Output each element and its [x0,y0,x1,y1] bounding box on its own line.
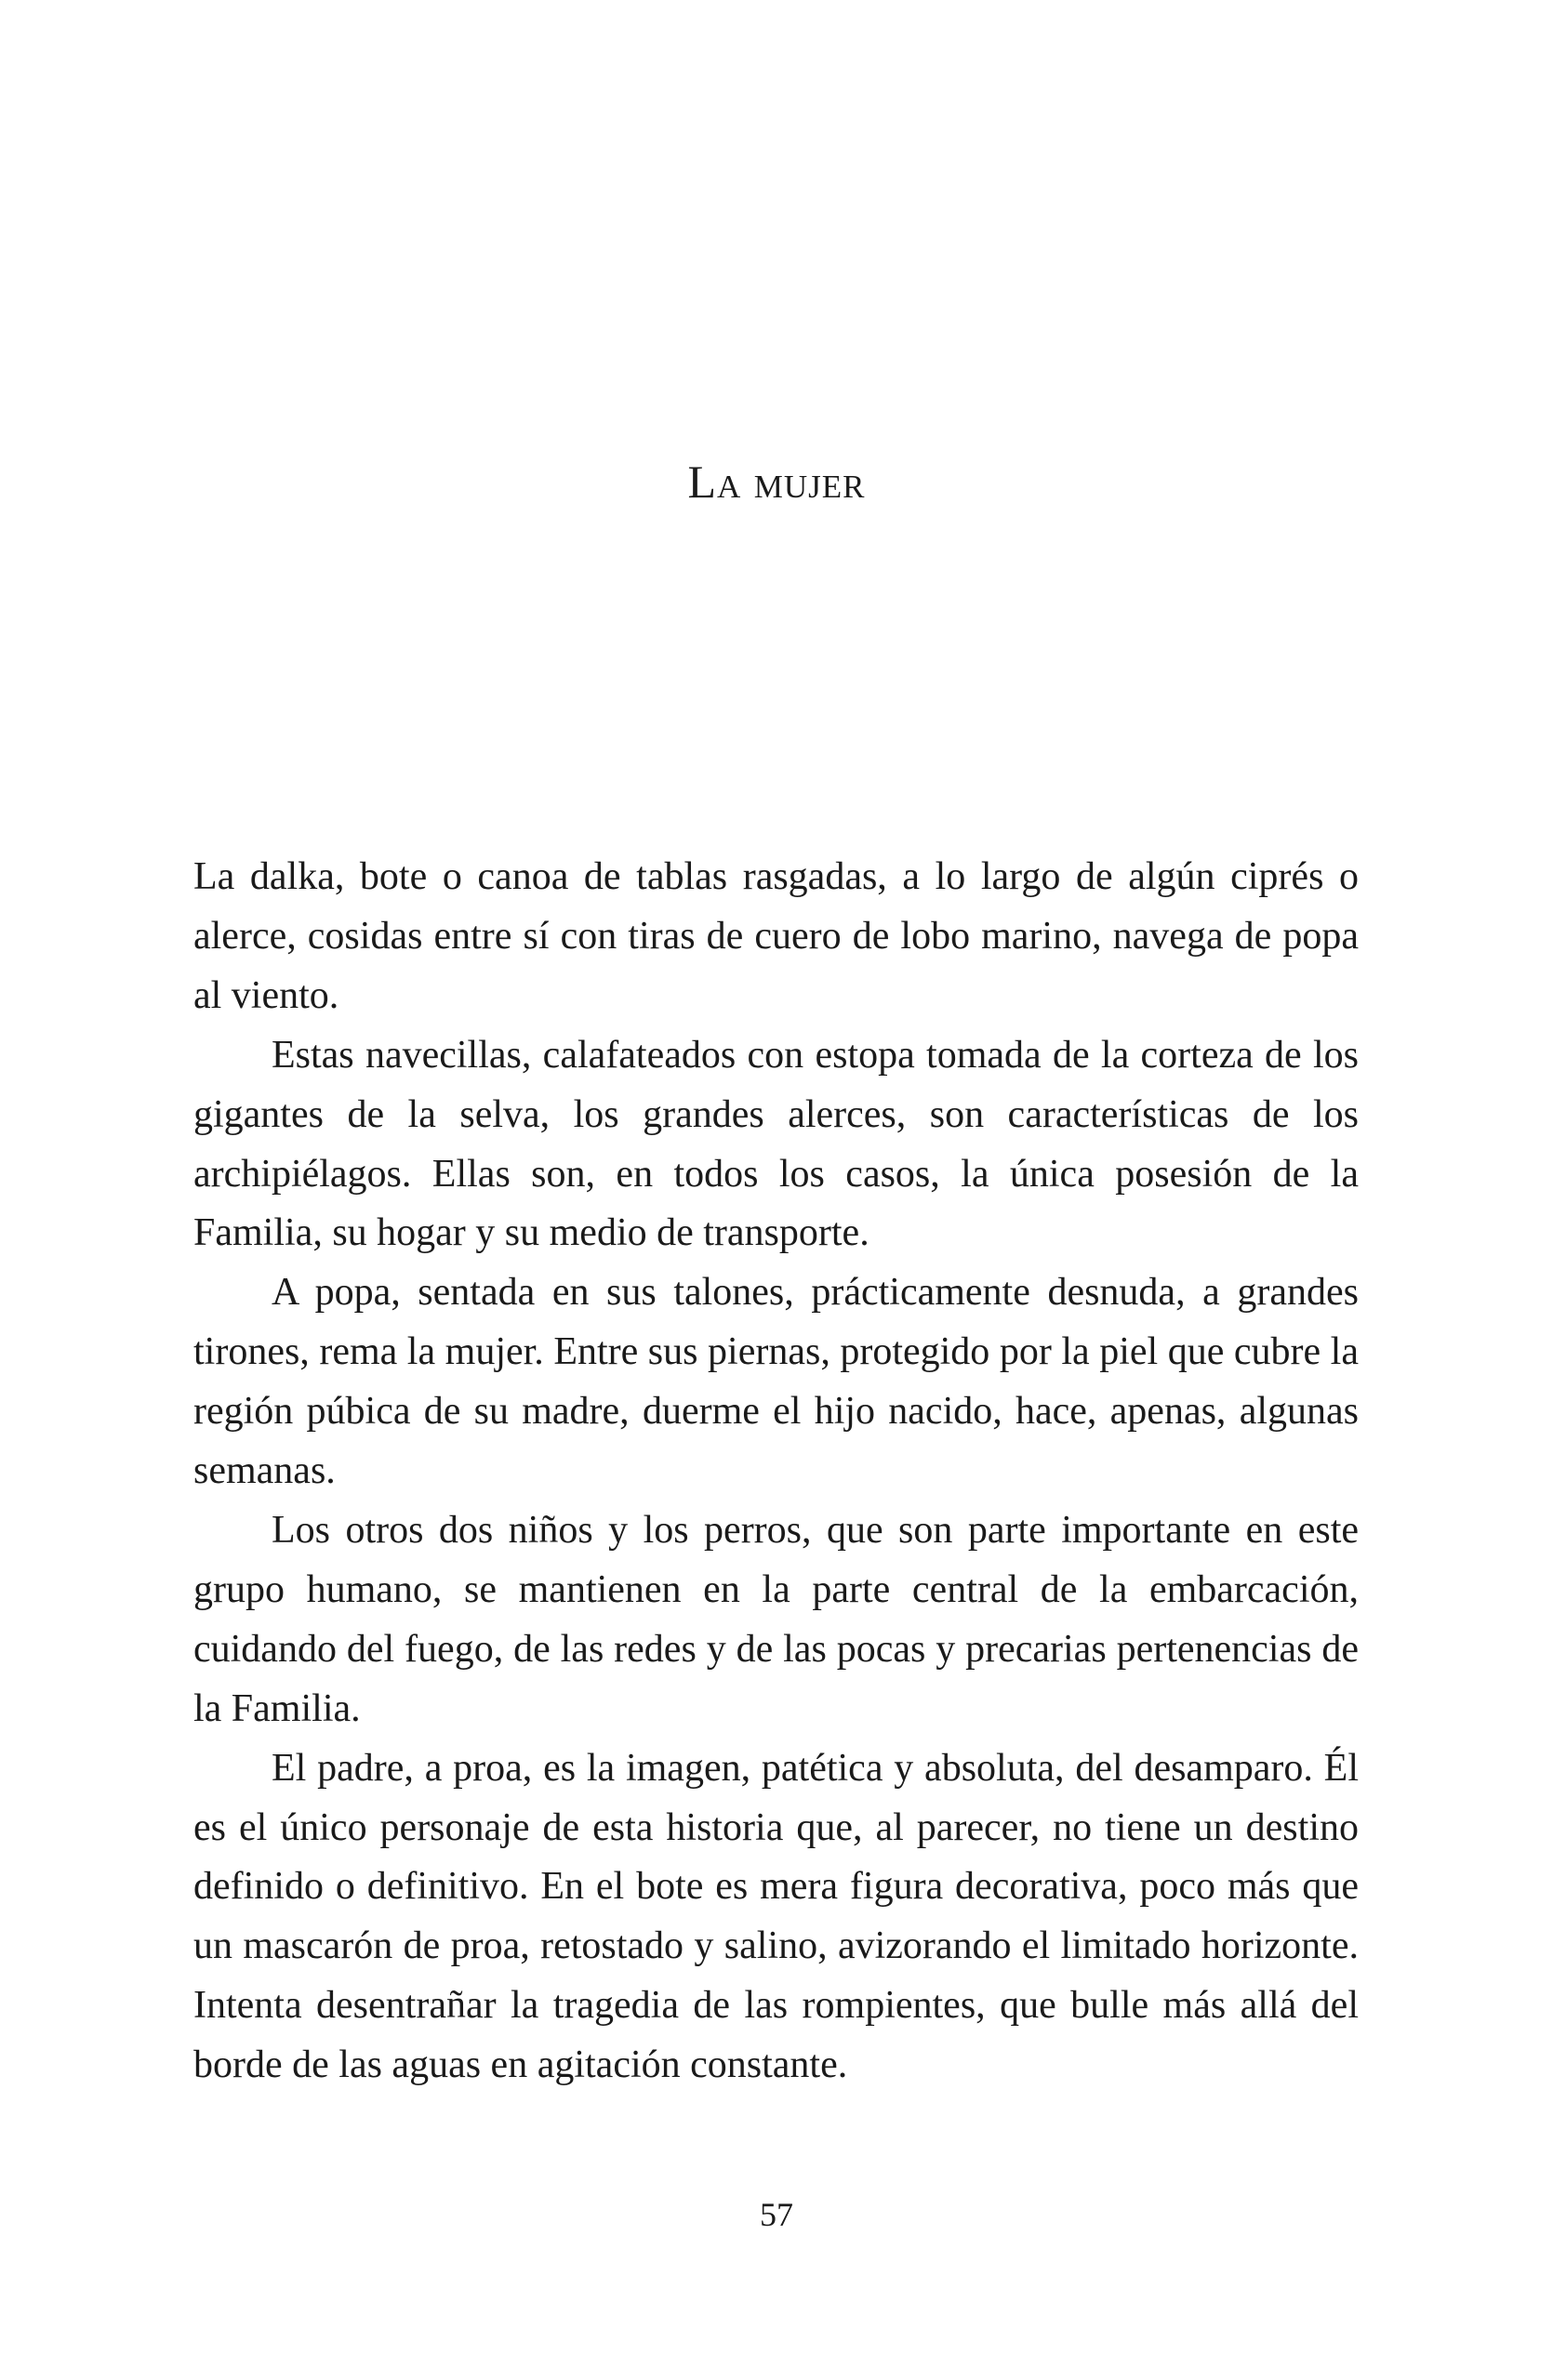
chapter-body [193,848,1359,2096]
chapter-title: La mujer [687,456,866,508]
paragraph: Los otros dos niños y los perros, que son parte importante en este grupo humano, se mantienen en la parte central de la embarcación, cuidando del fuego, de las redes y de las pocas y precarias pertenencias de la Familia. [193,1508,1359,1730]
paragraph: La dalka, bote o canoa de tablas rasgadas, a lo largo de algún ciprés o alerce, cosidas entre sí con tiras de cuero de lobo marino, navega de popa al viento. [193,855,1359,1017]
page-number: 57 [760,2196,793,2233]
paragraph: A popa, sentada en sus talones, prácticamente desnuda, a grandes tirones, rema la mujer. Entre sus piernas, protegido por la piel que cubre la región púbica de su madre, duerme el hijo nacido, hace, apenas, algunas semanas. [193,1271,1359,1493]
paragraph: Estas navecillas, calafateados con estopa tomada de la corteza de los gigantes de la selva, los grandes alerces, son características de los archipiélagos. Ellas son, en todos los casos, la única posesión de la Familia, su hogar y su medio de transporte. [193,1033,1359,1255]
paragraph: El padre, a proa, es la imagen, patética y absoluta, del desamparo. Él es el único personaje de esta historia que, al parecer, no tiene un destino definido o definitivo. En el bote es mera figura decorativa, poco más que un mascarón de proa, retostado y salino, avizorando el limitado horizonte. Intenta desentrañar la tragedia de las rompientes, que bulle más allá del borde de las aguas en agitación constante. [193,1746,1359,2087]
